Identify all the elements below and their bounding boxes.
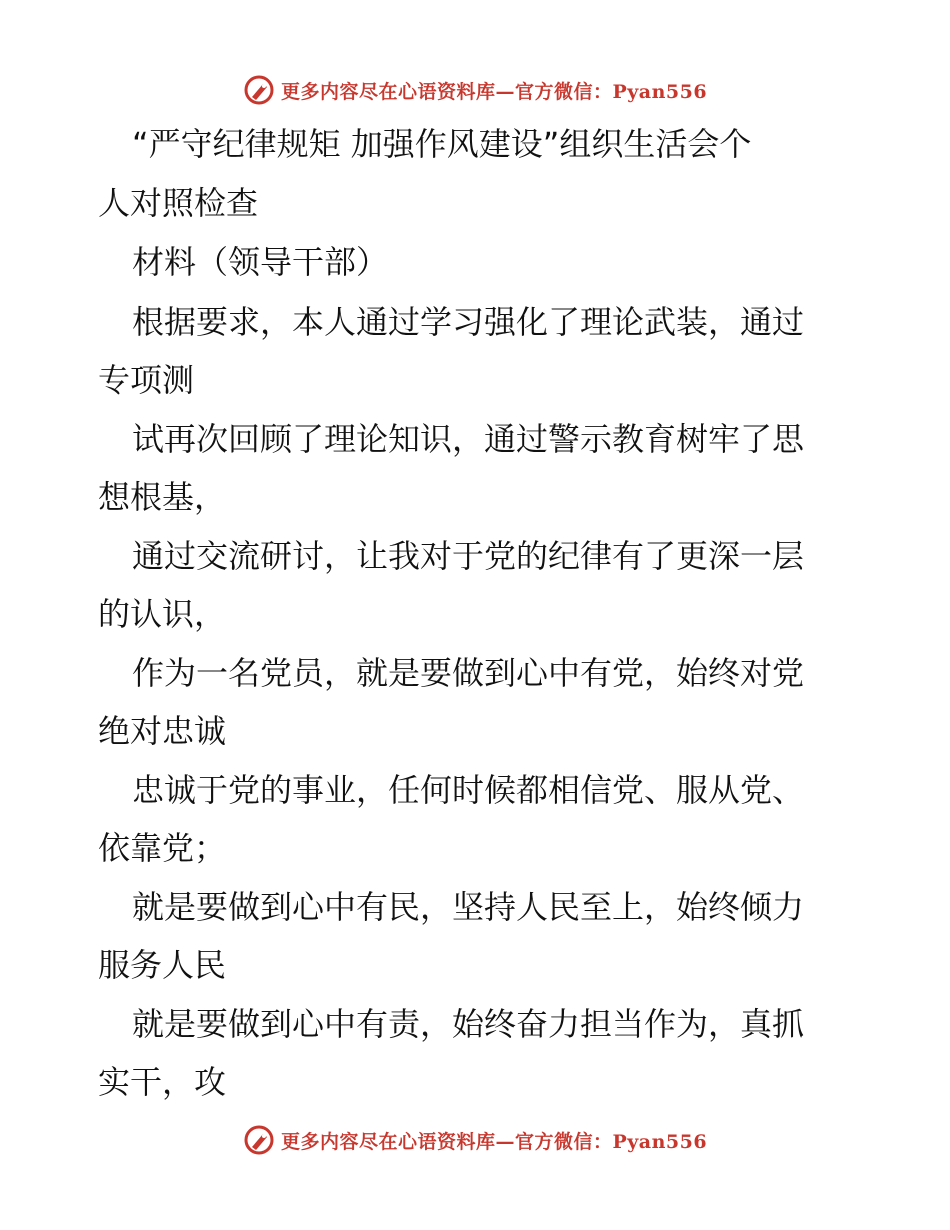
paragraph-line: 实干，攻 <box>98 1063 227 1101</box>
paragraph-line: 专项测 <box>98 361 195 399</box>
paragraph-line: 就是要做到心中有责，始终奋力担当作为，真抓 <box>132 1005 805 1043</box>
paragraph-line: 服务人民 <box>98 946 227 984</box>
header-watermark-banner <box>0 70 950 110</box>
paragraph-line: 忠诚于党的事业，任何时候都相信党、服从党、 <box>132 771 805 809</box>
paragraph-line: 绝对忠诚 <box>98 712 227 750</box>
pen-nib-logo-icon <box>243 74 275 106</box>
subtitle: 材料（领导干部） <box>132 243 389 281</box>
paragraph-line: 作为一名党员，就是要做到心中有党，始终对党 <box>132 654 805 692</box>
paragraph-line: 就是要做到心中有民，坚持人民至上，始终倾力 <box>132 888 805 926</box>
watermark-text: 更多内容尽在心语资料库—官方微信：Pyan556 <box>280 1130 708 1153</box>
paragraph-line: 根据要求，本人通过学习强化了理论武装，通过 <box>132 303 805 341</box>
paragraph-line: 依靠党； <box>98 829 227 867</box>
footer-watermark-banner <box>0 1120 950 1160</box>
title-line-2: 人对照检查 <box>98 184 259 222</box>
title-line-1: “严守纪律规矩 加强作风建设”组织生活会个 <box>132 125 752 163</box>
paragraph-line: 通过交流研讨，让我对于党的纪律有了更深一层 <box>132 537 805 575</box>
paragraph-line: 的认识， <box>98 595 227 633</box>
paragraph-line: 试再次回顾了理论知识，通过警示教育树牢了思 <box>132 420 805 458</box>
paragraph-line: 想根基， <box>98 478 227 516</box>
pen-nib-logo-icon <box>243 1124 275 1156</box>
watermark-text: 更多内容尽在心语资料库—官方微信：Pyan556 <box>280 80 708 103</box>
